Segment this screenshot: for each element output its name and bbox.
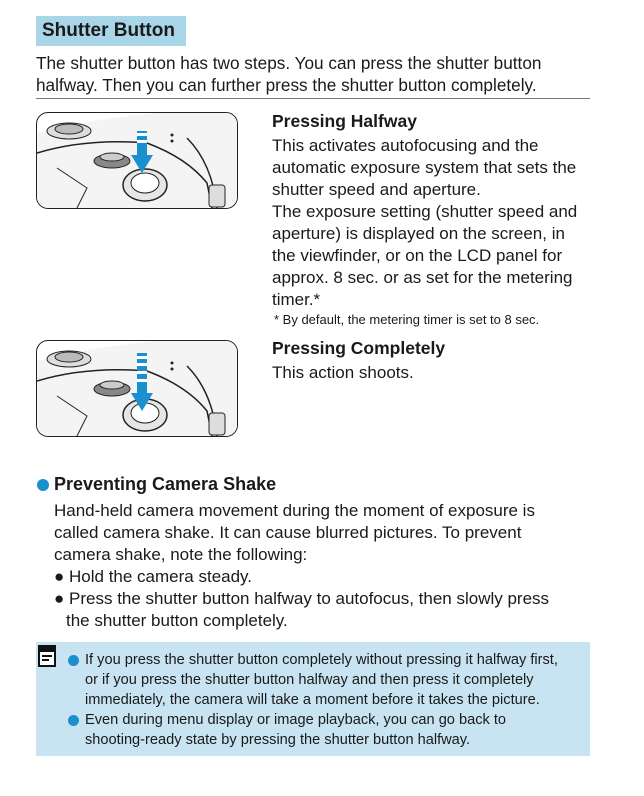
blue-dot-icon	[37, 479, 49, 491]
list-item-text: Hold the camera steady.	[69, 567, 253, 586]
section-title: Shutter Button	[42, 20, 175, 41]
note-item	[85, 710, 506, 750]
list-item	[54, 588, 549, 610]
halfway-description	[272, 135, 602, 311]
halfway-line: approx. 8 sec. or as set for the metering	[272, 268, 573, 287]
bullet-icon: ●	[54, 589, 65, 608]
halfway-line: timer.*	[272, 290, 321, 309]
halfway-line: The exposure setting (shutter speed and	[272, 202, 578, 221]
note-line: Even during menu display or image playback, you can go back to	[85, 712, 507, 728]
intro-line: halfway. Then you can further press the shutter button completely.	[36, 75, 537, 95]
list-item-continuation: the shutter button completely.	[66, 611, 288, 630]
note-line: or if you press the shutter button halfway and then press it completely	[85, 672, 534, 688]
camera-completely-illustration	[36, 340, 238, 437]
intro-paragraph	[36, 52, 596, 96]
note-item	[85, 650, 558, 710]
memo-icon	[38, 645, 56, 672]
blue-dot-icon	[68, 715, 79, 726]
halfway-line: aperture) is displayed on the screen, in	[272, 224, 565, 243]
shake-line: called camera shake. It can cause blurred pictures. To prevent	[54, 523, 522, 542]
halfway-line: automatic exposure system that sets the	[272, 158, 577, 177]
bullet-icon: ●	[54, 567, 65, 586]
halfway-line: the viewfinder, or on the LCD panel for	[272, 246, 563, 265]
divider	[36, 98, 590, 99]
halfway-line: This activates autofocusing and the	[272, 136, 539, 155]
note-line: If you press the shutter button completely without pressing it halfway first,	[85, 652, 558, 668]
intro-line: The shutter button has two steps. You can press the shutter button	[36, 53, 542, 73]
note-line: immediately, the camera will take a moment before it takes the picture.	[85, 692, 540, 708]
blue-dot-icon	[68, 655, 79, 666]
shake-heading: Preventing Camera Shake	[54, 474, 277, 494]
list-item-text: Press the shutter button halfway to autofocus, then slowly press	[69, 589, 550, 608]
halfway-heading: Pressing Halfway	[272, 111, 417, 131]
shake-line: Hand-held camera movement during the moment of exposure is	[54, 501, 535, 520]
footnote: * By default, the metering timer is set to 8 sec.	[274, 312, 540, 327]
shake-description	[54, 500, 584, 566]
shake-line: camera shake, note the following:	[54, 545, 308, 564]
camera-halfway-illustration	[36, 112, 238, 209]
list-item	[54, 566, 252, 588]
halfway-line: shutter speed and aperture.	[272, 180, 481, 199]
completely-heading: Pressing Completely	[272, 338, 446, 358]
note-line: shooting-ready state by pressing the shutter button halfway.	[85, 732, 471, 748]
completely-description: This action shoots.	[272, 363, 414, 382]
